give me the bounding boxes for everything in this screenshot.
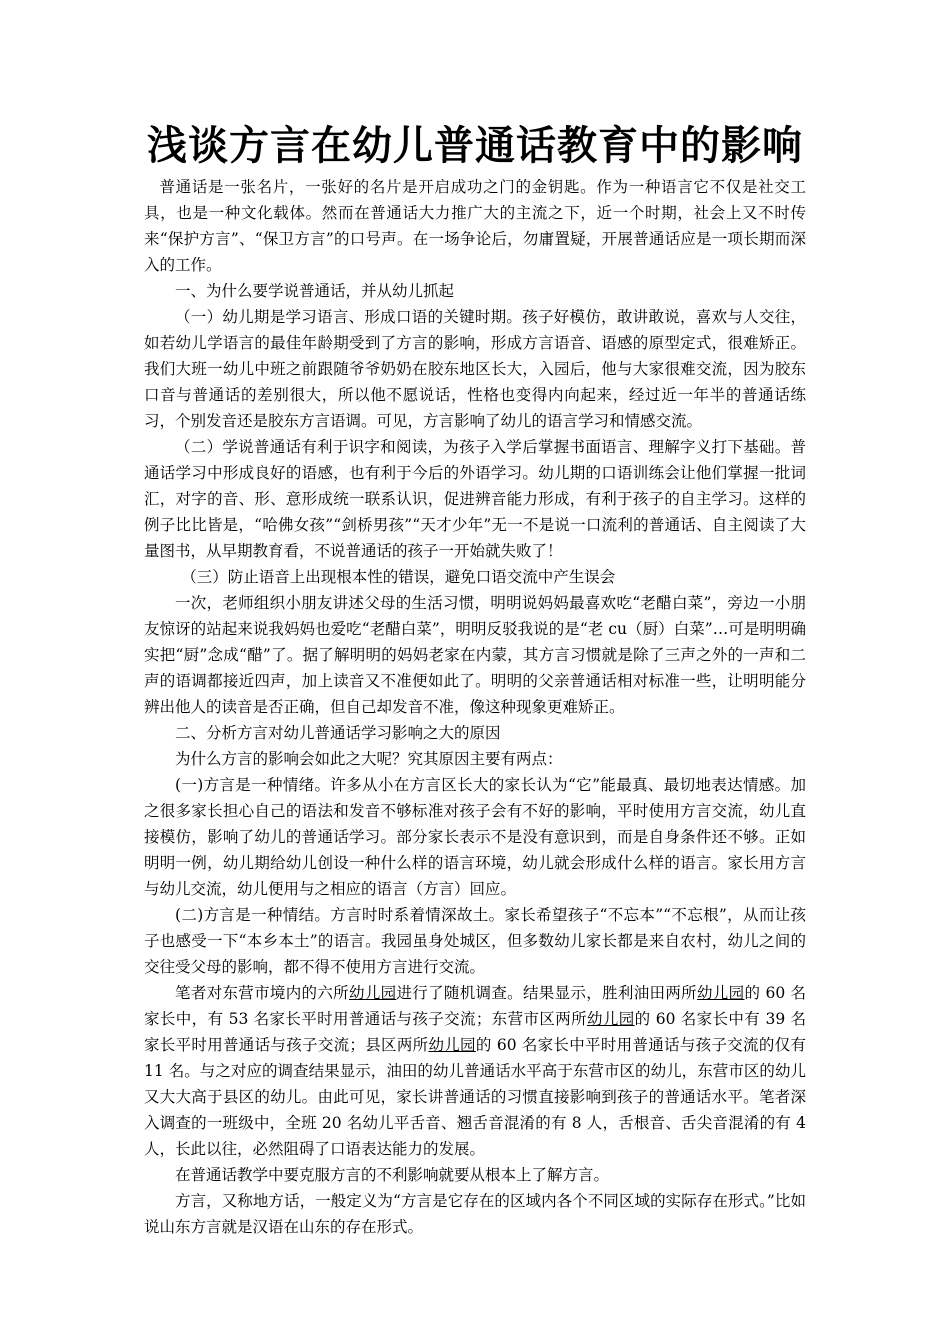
section-heading-1: 一、为什么要学说普通话，并从幼儿抓起 (175, 282, 455, 300)
paragraph: 在普通话教学中要克服方言的不利影响就要从根本上了解方言。 (175, 1166, 610, 1184)
paragraph: 为什么方言的影响会如此之大呢？究其原因主要有两点： (175, 750, 563, 768)
text-span: 进行了随机调查。结果显示，胜利油田两所 (396, 984, 697, 1002)
intro-paragraph: 普通话是一张名片，一张好的名片是开启成功之门的金钥匙。作为一种语言它不仅是社交工具，也是一种文化载体。然而在普通话大力推广大的主流之下，近一个时期，社会上又不时传来“保护方言”、“保卫方言”的口号声。在一场争论后，勿庸置疑，开展普通话应是一项长期而深入的工作。 (144, 178, 806, 274)
text-span: 的 60 名家长中平时用普通话与孩子交流的仅有 11 名。与之对应的调查结果显示，油田的幼儿普通话水平高于东营市区的幼儿，东营市区的幼儿又大大高于县区的幼儿。由此可见，家长讲普通话的习惯直接影响到孩子的普通话水平。笔者深入调查的一班级中，全班 20 名幼儿平舌音、翘舌音混淆的有 8 人，舌根音、舌尖音混淆的有 4 人，长此以往，必然阻碍了口语表达能力的发展。 (144, 1036, 806, 1158)
paragraph: (一)方言是一种情绪。许多从小在方言区长大的家长认为“它”能最真、最切地表达情感。加之很多家长担心自己的语法和发音不够标准对孩子会有不好的影响，平时使用方言交流，幼儿直接模仿，影响了幼儿的普通话学习。部分家长表示不是没有意识到，而是自身条件还不够。正如明明一例，幼儿期给幼儿创设一种什么样的语言环境，幼儿就会形成什么样的语言。家长用方言与幼儿交流，幼儿便用与之相应的语言（方言）回应。 (144, 776, 806, 898)
subsection-heading-3: （三）防止语音上出现根本性的错误，避免口语交流中产生误会 (181, 568, 616, 586)
document-title: 浅谈方言在幼儿普通话教育中的影响 (147, 123, 803, 169)
section-heading-2: 二、分析方言对幼儿普通话学习影响之大的原因 (175, 724, 501, 742)
paragraph: （二）学说普通话有利于识字和阅读，为孩子入学后掌握书面语言、理解字义打下基础。普通话学习中形成良好的语感，也有利于今后的外语学习。幼儿期的口语训练会让他们掌握一批词汇，对字的音、形、意形成统一联系认识，促进辨音能力形成，有利于孩子的自主学习。这样的例子比比皆是，“哈佛女孩”“剑桥男孩”“天才少年”无一不是说一口流利的普通话、自主阅读了大量图书，从早期教育看，不说普通话的孩子一开始就失败了！ (144, 438, 806, 560)
kindergarten-link[interactable]: 幼儿园 (696, 984, 745, 1002)
paragraph: 方言，又称地方话，一般定义为“方言是它存在的区域内各个不同区域的实际存在形式。”比如说山东方言就是汉语在山东的存在形式。 (144, 1192, 806, 1236)
paragraph: (二)方言是一种情结。方言时时系着情深故土。家长希望孩子“不忘本”“不忘根”，从而让孩子也感受一下“本乡本土”的语言。我园虽身处城区，但多数幼儿家长都是来自农村，幼儿之间的交往受父母的影响，都不得不使用方言进行交流。 (144, 906, 806, 976)
paragraph: （一）幼儿期是学习语言、形成口语的关键时期。孩子好模仿，敢讲敢说，喜欢与人交往，如若幼儿学语言的最佳年龄期受到了方言的影响，形成方言语音、语感的原型定式，很难矫正。我们大班一幼儿中班之前跟随爷爷奶奶在胶东地区长大，入园后，他与大家很难交流，因为胶东口音与普通话的差别很大，所以他不愿说话，性格也变得内向起来，经过近一年半的普通话练习，个别发音还是胶东方言语调。可见，方言影响了幼儿的语言学习和情感交流。 (144, 308, 806, 430)
document-page (144, 118, 806, 1240)
kindergarten-link[interactable]: 幼儿园 (349, 984, 397, 1002)
document-body (144, 174, 806, 1240)
kindergarten-link[interactable]: 幼儿园 (428, 1036, 476, 1054)
survey-paragraph (144, 980, 806, 1162)
text-span: 的 60 名家长中，有 53 名家长平时用普通话与孩子交流；东营市区两所 (144, 984, 806, 1028)
paragraph: 一次，老师组织小朋友讲述父母的生活习惯，明明说妈妈最喜欢吃“老醋白菜”，旁边一小朋友惊讶的站起来说我妈妈也爱吃“老醋白菜”，明明反驳我说的是“老 cu（厨）白菜”…可是明明确实把“厨”念成“醋”了。据了解明明的妈妈老家在内蒙，其方言习惯就是除了三声之外的一声和二声的语调都接近四声，加上读音又不准便如此了。明明的父亲普通话相对标准一些，让明明能分辨出他人的读音是否正确，但自己却发音不准，像这种现象更难矫正。 (144, 594, 806, 716)
kindergarten-link[interactable]: 幼儿园 (586, 1010, 635, 1028)
text-span: 笔者对东营市境内的六所 (175, 984, 349, 1002)
text-span: 的 60 名家长中有 39 名家长平时用普通话与孩子交流；县区两所 (144, 1010, 806, 1054)
